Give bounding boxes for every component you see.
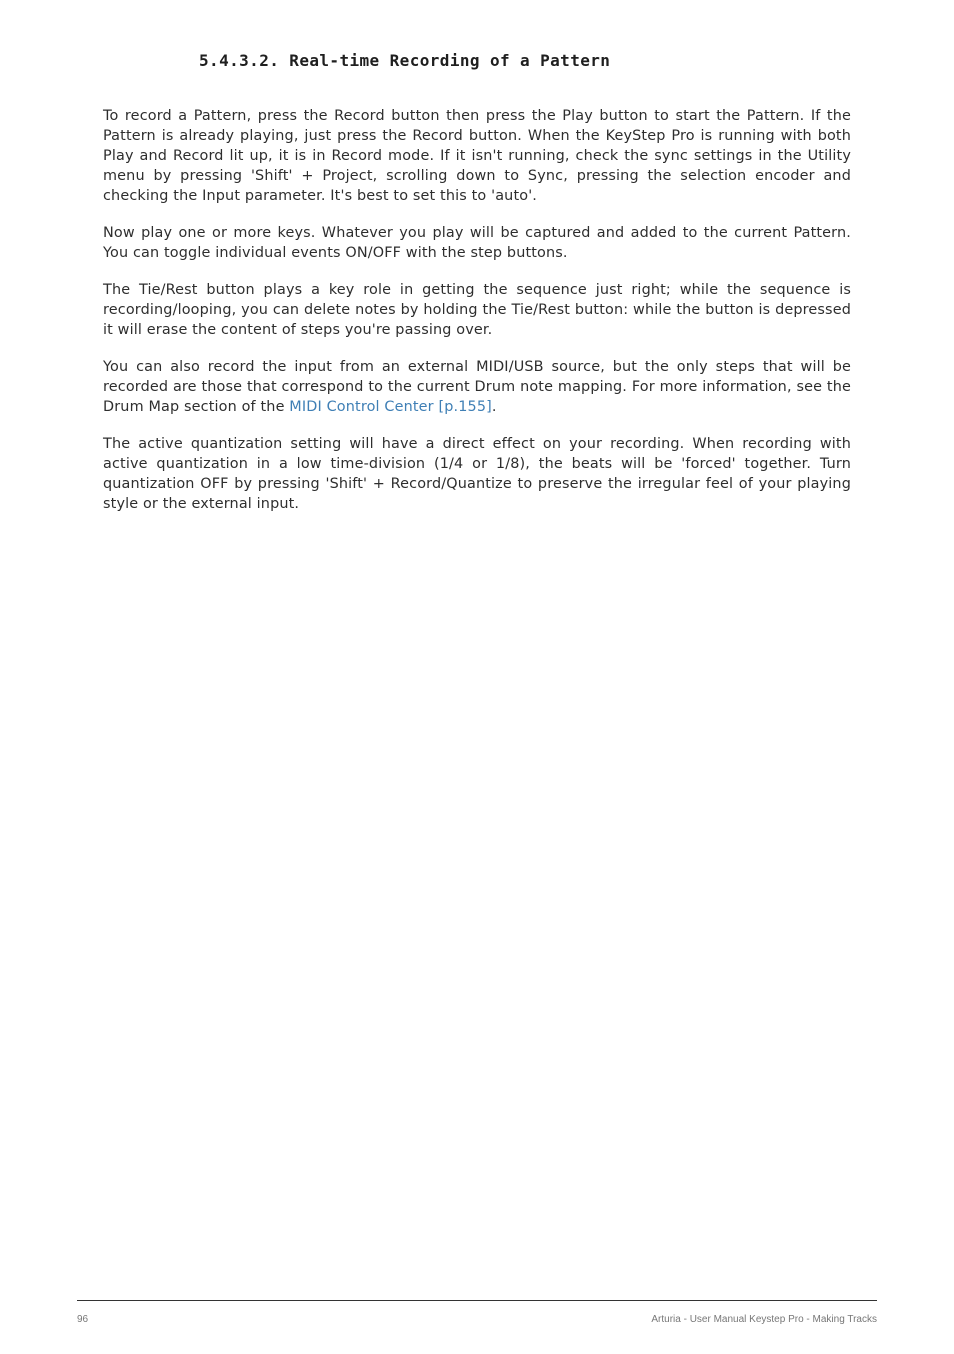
paragraph-play-keys: Now play one or more keys. Whatever you play will be captured and added to the current Pattern. You can toggle individual events ON/OFF with the step buttons. bbox=[103, 225, 851, 261]
paragraph-quantization: The active quantization setting will have a direct effect on your recording. When recording with active quantization in a low time-division (1/4 or 1/8), the beats will be 'forced' together. Turn quantization OFF by pressing 'Shift' + Record/Quantize to preserve the irregular feel of your playing style or the external input. bbox=[103, 436, 851, 512]
paragraph-record-pattern: To record a Pattern, press the Record button then press the Play button to start the Pattern. If the Pattern is already playing, just press the Record button. When the KeyStep Pro is running with both Play and Record lit up, it is in Record mode. If it isn't running, check the sync settings in the Utility menu by pressing 'Shift' + Project, scrolling down to Sync, pressing the selection encoder and checking the Input parameter. It's best to set this to 'auto'. bbox=[103, 108, 851, 204]
section-body bbox=[103, 106, 851, 531]
section-heading: 5.4.3.2. Real-time Recording of a Pattern bbox=[199, 51, 611, 70]
midi-control-center-link[interactable]: MIDI Control Center [p.155] bbox=[289, 399, 492, 415]
paragraph-external-midi bbox=[103, 357, 851, 417]
paragraph-external-midi-text: You can also record the input from an external MIDI/USB source, but the only steps that will be recorded are those that correspond to the current Drum note mapping. For more information, see the Drum Map section of the bbox=[103, 359, 851, 415]
footer-divider bbox=[77, 1300, 877, 1301]
paragraph-external-midi-end: . bbox=[491, 399, 497, 415]
page-number: 96 bbox=[77, 1314, 89, 1325]
paragraph-tie-rest: The Tie/Rest button plays a key role in getting the sequence just right; while the sequence is recording/looping, you can delete notes by holding the Tie/Rest button: while the button is depressed it will erase the content of steps you're passing over. bbox=[103, 282, 851, 338]
footer-document-title: Arturia - User Manual Keystep Pro - Making Tracks bbox=[651, 1314, 877, 1325]
